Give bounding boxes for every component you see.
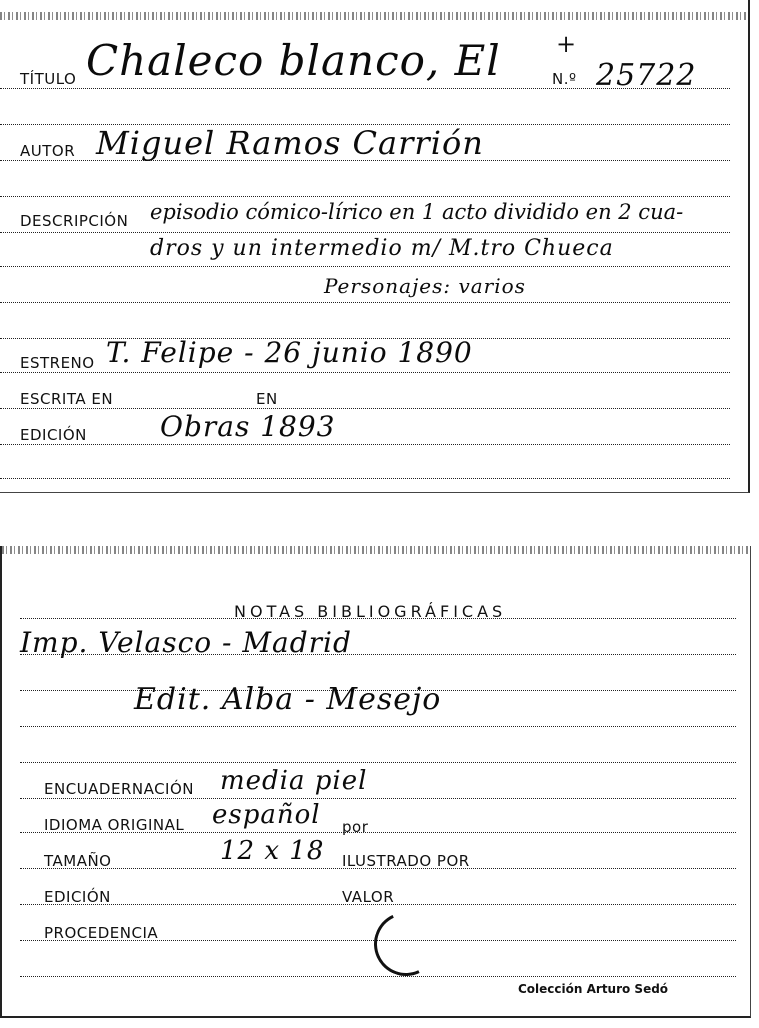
- rule: [20, 976, 736, 977]
- death-cross-mark: +: [556, 30, 577, 58]
- rule: [0, 196, 730, 197]
- titulo-value: Chaleco blanco, El: [86, 36, 501, 85]
- estreno-label: ESTRENO: [20, 354, 95, 372]
- encuadernacion-label: ENCUADERNACIÓN: [44, 780, 195, 798]
- nota-line-2: Edit. Alba - Mesejo: [134, 682, 442, 717]
- nota-line-1: Imp. Velasco - Madrid: [20, 626, 352, 659]
- torn-edge: [0, 12, 748, 20]
- por-label: por: [342, 818, 369, 836]
- torn-edge: [2, 546, 750, 554]
- procedencia-label: PROCEDENCIA: [44, 924, 159, 942]
- rule: [0, 266, 730, 267]
- rule: [0, 302, 730, 303]
- edicion-label: EDICIÓN: [44, 888, 111, 906]
- escrita-label: ESCRITA EN: [20, 390, 114, 408]
- descripcion-line-2: dros y un intermedio m/ M.tro Chueca: [150, 236, 614, 261]
- stamp-mark: [365, 903, 447, 985]
- valor-label: VALOR: [342, 888, 395, 906]
- rule: [0, 478, 730, 479]
- tamano-label: TAMAÑO: [44, 852, 112, 870]
- edicion-label: EDICIÓN: [20, 426, 87, 444]
- coleccion-footer: Colección Arturo Sedó: [518, 982, 669, 996]
- rule: [20, 798, 736, 799]
- numero-value: 25722: [596, 58, 697, 93]
- idioma-label: IDIOMA ORIGINAL: [44, 816, 185, 834]
- estreno-value: T. Felipe - 26 junio 1890: [106, 336, 473, 369]
- descripcion-label: DESCRIPCIÓN: [20, 212, 129, 230]
- descripcion-line-1: episodio cómico-lírico en 1 acto dividido en 2 cua-: [150, 200, 684, 224]
- rule: [0, 444, 730, 445]
- catalog-card-top: [0, 0, 750, 493]
- encuadernacion-value: media piel: [220, 766, 368, 796]
- rule: [20, 726, 736, 727]
- catalog-card-bottom: [0, 546, 751, 1018]
- tamano-value: 12 x 18: [220, 836, 325, 866]
- numero-label: N.º: [552, 70, 577, 88]
- descripcion-line-3: Personajes: varios: [324, 274, 526, 298]
- notas-bibliograficas-title: NOTAS BIBLIOGRÁFICAS: [234, 602, 507, 621]
- autor-label: AUTOR: [20, 142, 76, 160]
- edicion-value: Obras 1893: [160, 410, 336, 443]
- en-label: EN: [256, 390, 278, 408]
- rule: [20, 762, 736, 763]
- rule: [0, 408, 730, 409]
- autor-value: Miguel Ramos Carrión: [96, 124, 484, 162]
- ilustrado-label: ILUSTRADO POR: [342, 852, 470, 870]
- rule: [0, 372, 730, 373]
- rule: [0, 232, 730, 233]
- idioma-value: español: [212, 800, 321, 830]
- titulo-label: TÍTULO: [20, 70, 77, 88]
